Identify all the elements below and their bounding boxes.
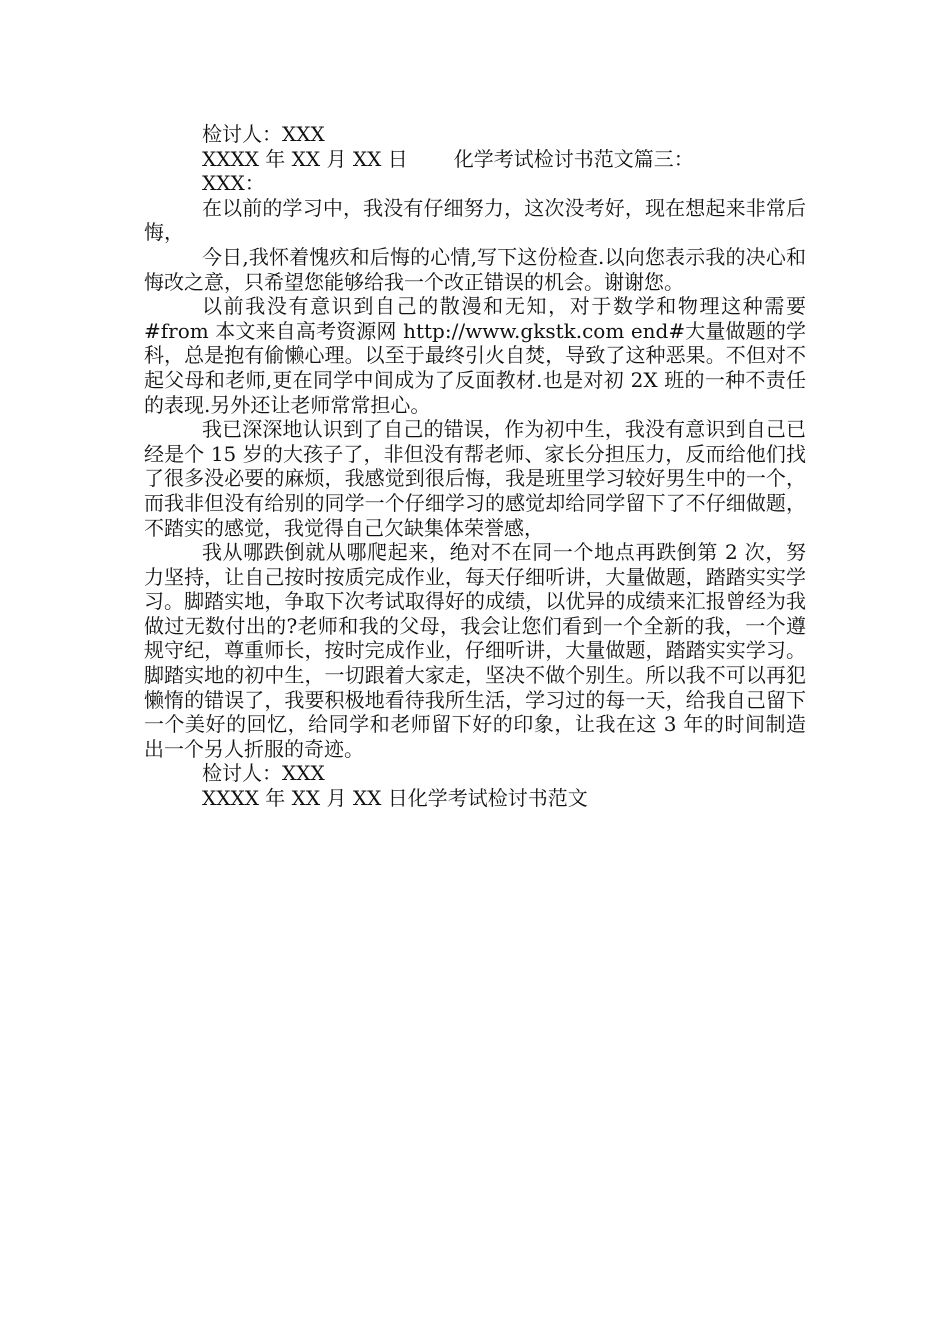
paragraph-3: 以前我没有意识到自己的散漫和无知，对于数学和物理这种需要#from 本文来自高考资源网 http://www.gkstk.com end#大量做题的学科，总是抱有偷懒心理。以至于最终引火自焚，导致了这种恶果。不但对不起父母和老师,更在同学中间成为了反面教材.也是对初 2X 班的一种不责任的表现.另外还让老师常常担心。: [144, 294, 806, 417]
date-bottom-line: XXXX 年 XX 月 XX 日化学考试检讨书范文: [202, 786, 588, 811]
section-title: 化学考试检讨书范文篇三：: [453, 146, 694, 171]
document-page: [144, 122, 806, 811]
paragraph-4: 我已深深地认识到了自己的错误，作为初中生，我没有意识到自己已经是个 15 岁的大孩子了，非但没有帮老师、家长分担压力，反而给他们找了很多没必要的麻烦，我感觉到很后悔，我是班里学习较好男生中的一个，而我非但没有给别的同学一个仔细学习的感觉却给同学留下了不仔细做题，不踏实的感觉，我觉得自己欠缺集体荣誉感，: [144, 417, 806, 540]
date-top: XXXX 年 XX 月 XX 日: [202, 146, 408, 171]
salutation: XXX：: [202, 171, 265, 196]
date-and-section-title: [144, 147, 806, 172]
paragraph-1: 在以前的学习中，我没有仔细努力，这次没考好，现在想起来非常后悔，: [144, 195, 806, 245]
signature-bottom: 检讨人：XXX: [202, 761, 325, 786]
paragraph-2: 今日,我怀着愧疚和后悔的心情,写下这份检查.以向您表示我的决心和悔改之意，只希望您能够给我一个改正错误的机会。谢谢您。: [144, 244, 806, 294]
signature-top: 检讨人：XXX: [202, 122, 325, 146]
paragraph-5: 我从哪跌倒就从哪爬起来，绝对不在同一个地点再跌倒第 2 次，努力坚持，让自己按时按质完成作业，每天仔细听讲，大量做题，踏踏实实学习。脚踏实地，争取下次考试取得好的成绩，以优异的成绩来汇报曾经为我做过无数付出的?老师和我的父母，我会让您们看到一个全新的我，一个遵规守纪，尊重师长，按时完成作业，仔细听讲，大量做题，踏踏实实学习。脚踏实地的初中生，一切跟着大家走，坚决不做个别生。所以我不可以再犯懒惰的错误了，我要积极地看待我所生活，学习过的每一天，给我自己留下一个美好的回忆，给同学和老师留下好的印象，让我在这 3 年的时间制造出一个另人折服的奇迹。: [144, 540, 806, 761]
